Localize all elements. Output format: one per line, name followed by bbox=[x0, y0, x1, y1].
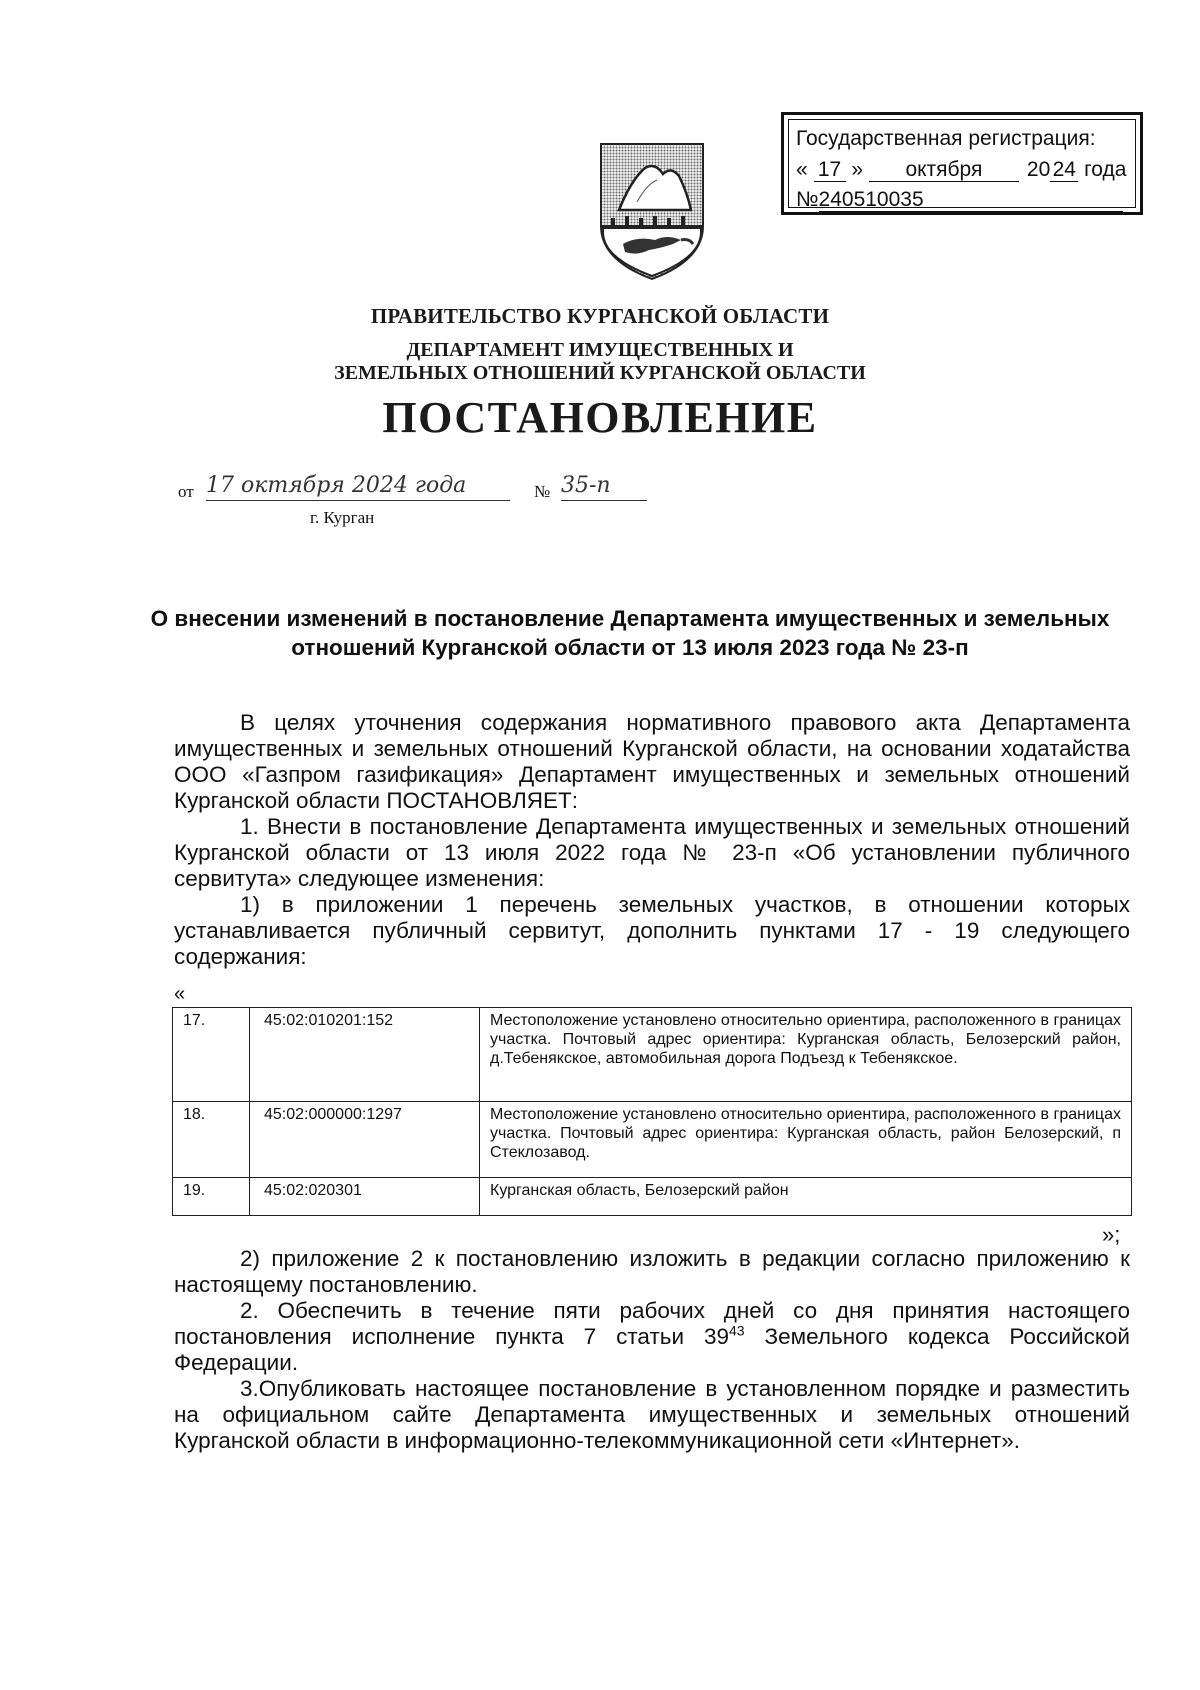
cadastral-number: 45:02:020301 bbox=[250, 1178, 480, 1216]
table-row bbox=[173, 1102, 1132, 1178]
item-2-superscript: 43 bbox=[729, 1322, 745, 1339]
act-title: О внесении изменений в постановление Департамента имущественных и земельных отношений Курганской области от 13 июля 2023 года № 23-п bbox=[150, 606, 1110, 660]
registration-year-word: года bbox=[1084, 158, 1127, 181]
registration-year-suffix: 24 bbox=[1050, 159, 1078, 182]
department-title-line2: ЗЕМЕЛЬНЫХ ОТНОШЕНИЙ КУРГАНСКОЙ ОБЛАСТИ bbox=[334, 362, 866, 384]
table-close-quote: »; bbox=[1102, 1222, 1121, 1247]
paragraph-preamble: В целях уточнения содержания нормативного правового акта Департамента имущественных и земельных отношений Курганской области, на основании ходатайства ООО «Газпром газификация» Департамент имущественных и земельных отношений Курганской области ПОСТАНОВЛЯЕТ: bbox=[174, 710, 1130, 813]
date-from-label: от bbox=[178, 482, 194, 501]
item-2-text-start: 2. Обеспечить в течение пяти рабочих дней со дня принятия настоящего постановления исполнение пункта 7 статьи 39 bbox=[174, 1298, 1130, 1349]
table-open-quote: « bbox=[174, 983, 186, 1005]
row-number: 19. bbox=[173, 1178, 250, 1216]
number-handwritten: 35-п bbox=[561, 472, 647, 501]
paragraph-item-2 bbox=[174, 1298, 1130, 1376]
registration-number: 240510035 bbox=[819, 189, 1123, 212]
plot-location: Местоположение установлено относительно ориентира, расположенного в границах участка. Почтовый адрес ориентира: Курганская область, район Белозерский, п Стеклозавод. bbox=[480, 1102, 1132, 1178]
paragraph-subitem-2: 2) приложение 2 к постановлению изложить в редакции согласно приложению к настоящему постановлению. bbox=[174, 1246, 1130, 1297]
registration-number-label: № bbox=[796, 188, 819, 211]
registration-open-quote: « bbox=[796, 158, 808, 181]
registration-date bbox=[796, 158, 1126, 182]
cadastral-number: 45:02:010201:152 bbox=[250, 1008, 480, 1102]
plot-location: Курганская область, Белозерский район bbox=[480, 1178, 1132, 1216]
city-label: г. Курган bbox=[310, 508, 375, 527]
item-2-text-end: Земельного кодекса Российской Федерации. bbox=[174, 1324, 1130, 1375]
number-label: № bbox=[534, 482, 551, 501]
paragraph-item-1: 1. Внести в постановление Департамента имущественных и земельных отношений Курганской области от 13 июля 2022 года № 23-п «Об установлении публичного сервитута» следующее изменения: bbox=[174, 814, 1130, 891]
registration-stamp bbox=[781, 112, 1143, 215]
registration-day: 17 bbox=[814, 159, 846, 182]
row-number: 17. bbox=[173, 1008, 250, 1102]
date-handwritten: 17 октября 2024 года bbox=[206, 472, 510, 501]
plot-location: Местоположение установлено относительно ориентира, расположенного в границах участка. Почтовый адрес ориентира: Курганская область, Белозерский район, д.Тебенякское, автомобильная дорога Подъезд к Тебенякское. bbox=[480, 1008, 1132, 1102]
row-number: 18. bbox=[173, 1102, 250, 1178]
cadastral-number: 45:02:000000:1297 bbox=[250, 1102, 480, 1178]
registration-number-line bbox=[796, 188, 1123, 212]
kurgan-coat-of-arms-icon bbox=[597, 140, 707, 282]
government-title: ПРАВИТЕЛЬСТВО КУРГАНСКОЙ ОБЛАСТИ bbox=[370, 304, 830, 328]
registration-month: октября bbox=[869, 159, 1019, 182]
document-type-title: ПОСТАНОВЛЕНИЕ bbox=[382, 393, 818, 442]
registration-year-prefix: 20 bbox=[1026, 158, 1051, 181]
registration-title: Государственная регистрация: bbox=[796, 127, 1096, 150]
table-row bbox=[173, 1008, 1132, 1102]
paragraph-subitem-1: 1) в приложении 1 перечень земельных участков, в отношении которых устанавливается публичный сервитут, дополнить пунктами 17 - 19 следующего содержания: bbox=[174, 892, 1130, 969]
paragraph-item-3: 3.Опубликовать настоящее постановление в установленном порядке и разместить на официальном сайте Департамента имущественных и земельных отношений Курганской области в информационно-телекоммуникационной сети «Интернет». bbox=[174, 1376, 1130, 1453]
table-row bbox=[173, 1178, 1132, 1216]
registration-close-quote: » bbox=[851, 158, 864, 181]
department-title-line1: ДЕПАРТАМЕНТ ИМУЩЕСТВЕННЫХ И bbox=[406, 339, 794, 361]
land-plots-table bbox=[172, 1007, 1132, 1216]
